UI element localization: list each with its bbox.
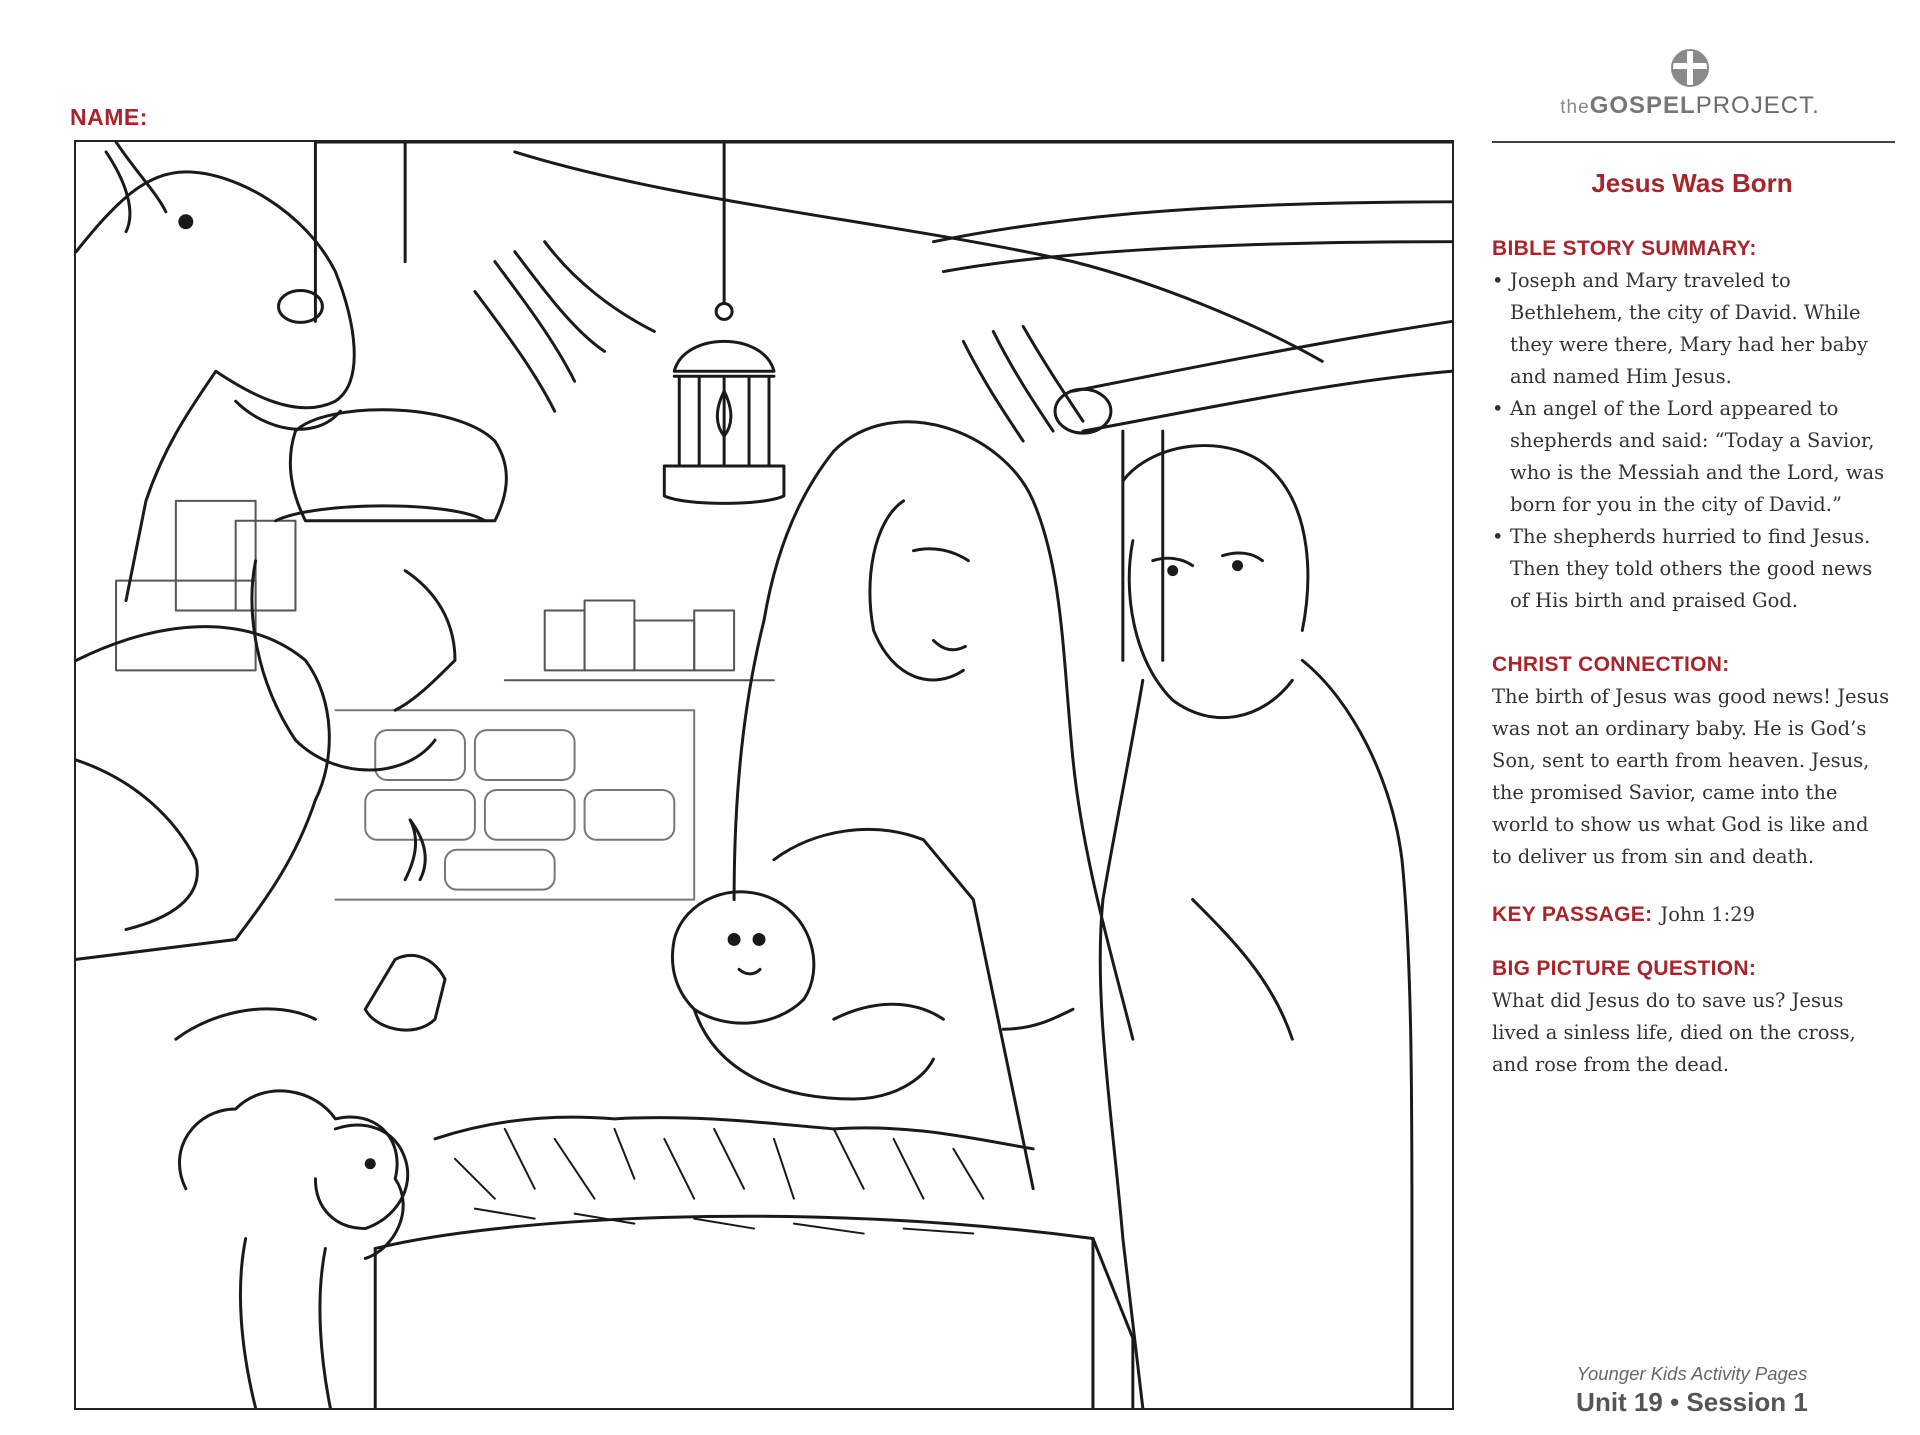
name-label: NAME: (70, 104, 148, 130)
post (1123, 431, 1163, 660)
key-passage-row (1492, 903, 1892, 927)
footer-subtitle: Younger Kids Activity Pages (1576, 1363, 1808, 1384)
baby-jesus (672, 892, 943, 1099)
lesson-sidebar (1492, 168, 1892, 1081)
christ-connection-text: The birth of Jesus was good news! Jesus was not an ordinary baby. He is God’s Son, sent to earth from heaven. Jesus, the promised Savior, came into the world to show us what God is like and to deliver us from sin and death. (1492, 685, 1890, 868)
straw-tuft (963, 326, 1083, 441)
lantern-ring (716, 303, 732, 319)
roof-beam (933, 202, 1451, 272)
big-picture-text: What did Jesus do to save us? Jesus lived a sinless life, died on the cross, and rose from the dead. (1492, 989, 1856, 1076)
gospel-project-logo (1545, 48, 1835, 128)
header-divider (1492, 141, 1895, 143)
brand-bold: GOSPEL (1589, 92, 1696, 119)
stone-wall (335, 710, 694, 899)
town-buildings (116, 501, 774, 680)
christ-connection-heading: CHRIST CONNECTION: (1492, 653, 1730, 676)
key-passage-heading: KEY PASSAGE: (1492, 903, 1653, 926)
roof-beam (515, 152, 1322, 361)
mary (734, 422, 1133, 1189)
lantern-base (664, 466, 784, 503)
beam-end (1055, 389, 1111, 433)
brand-rest: PROJECT. (1695, 92, 1820, 119)
joseph (1003, 446, 1412, 1408)
brand-wordmark (1545, 92, 1835, 120)
shepherd (76, 410, 506, 1039)
big-picture-heading: BIG PICTURE QUESTION: (1492, 957, 1757, 980)
manger (375, 1117, 1133, 1408)
brand-prefix: the (1560, 97, 1590, 118)
lesson-title: Jesus Was Born (1591, 168, 1793, 198)
roof-beam (315, 142, 1451, 321)
summary-heading: BIBLE STORY SUMMARY: (1492, 237, 1757, 260)
page-footer (1492, 1363, 1892, 1418)
lantern-cap (674, 341, 774, 371)
camel (76, 142, 354, 601)
summary-list (1492, 265, 1892, 617)
straw-tuft (475, 242, 654, 411)
summary-bullet: • Joseph and Mary traveled to Bethlehem, the city of David. While they were there, Mary had her baby and named Him Jesus. (1492, 265, 1892, 393)
summary-bullet: • The shepherds hurried to find Jesus. Then they told others the good news of His birth and praised God. (1492, 521, 1892, 617)
roof-beam (1073, 321, 1452, 431)
cross-logo-icon (1670, 48, 1710, 88)
sheep (179, 1091, 407, 1408)
key-passage-value: John 1:29 (1660, 903, 1756, 926)
coloring-illustration (74, 140, 1454, 1410)
footer-unit-session: Unit 19 • Session 1 (1576, 1387, 1808, 1417)
summary-bullet: • An angel of the Lord appeared to shepherds and said: “Today a Savior, who is the Messiah and the Lord, was born for you in the city of David.” (1492, 393, 1892, 521)
